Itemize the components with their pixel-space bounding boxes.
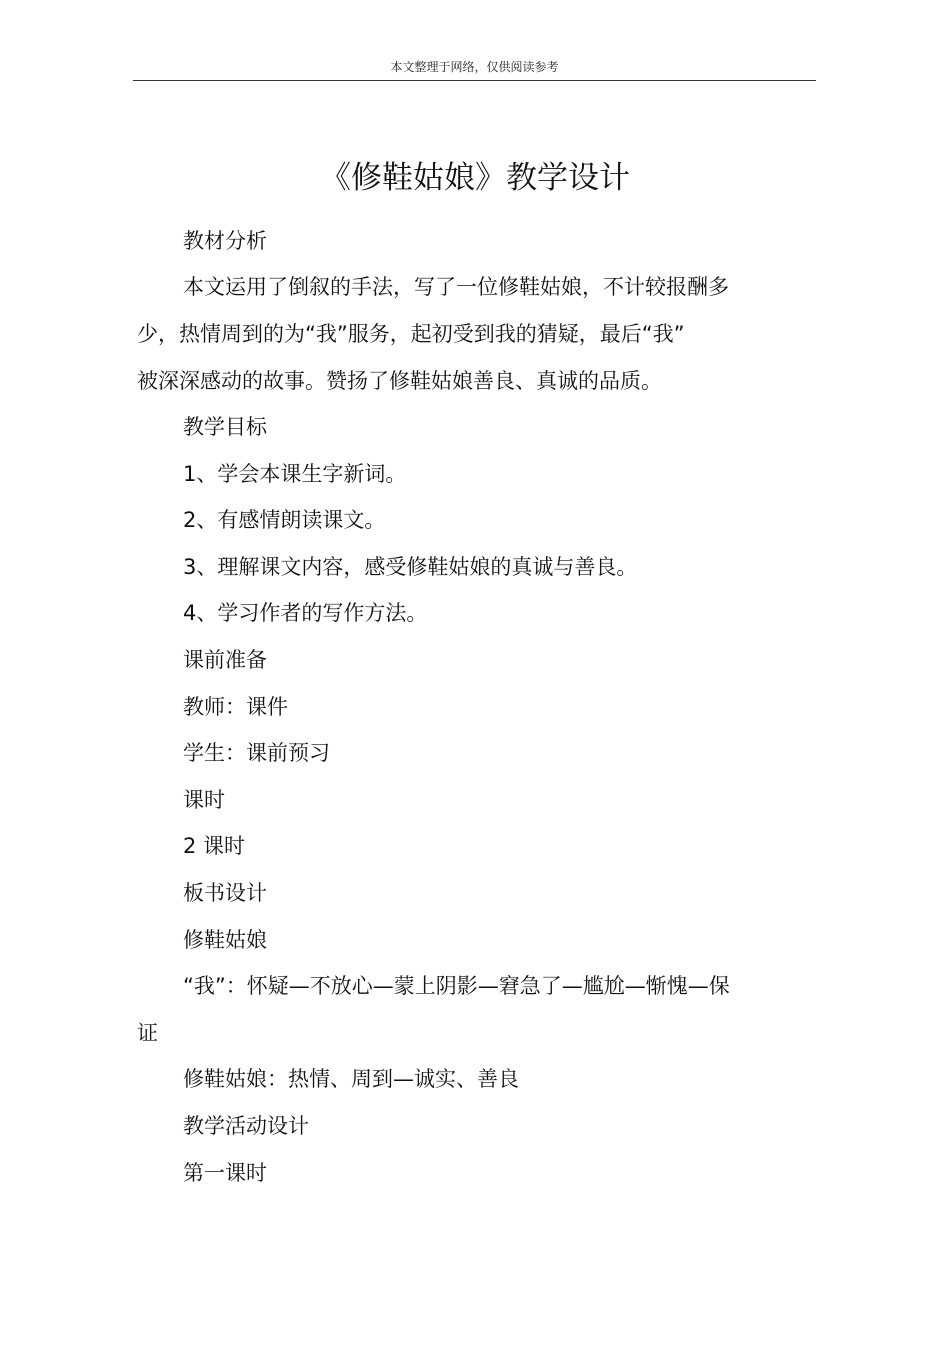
document-title: 《修鞋姑娘》教学设计 — [320, 160, 630, 196]
board-line-me-continued: 证 — [137, 1021, 158, 1045]
goal-item: 4、学习作者的写作方法。 — [183, 601, 428, 625]
paragraph-line: 本文运用了倒叙的手法，写了一位修鞋姑娘，不计较报酬多 — [183, 275, 729, 299]
goal-item: 2、有感情朗读课文。 — [183, 508, 386, 532]
paragraph-line: 被深深感动的故事。赞扬了修鞋姑娘善良、真诚的品质。 — [137, 369, 662, 393]
section-heading-goals: 教学目标 — [183, 415, 267, 439]
section-heading-hours: 课时 — [183, 788, 225, 812]
header-divider — [133, 80, 816, 81]
hours-value: 2 课时 — [183, 834, 246, 858]
prep-teacher: 教师：课件 — [183, 695, 288, 719]
prep-student: 学生：课前预习 — [183, 741, 330, 765]
page-header: 本文整理于网络，仅供阅读参考 — [390, 60, 559, 74]
section-heading-analysis: 教材分析 — [183, 229, 267, 253]
board-line-girl: 修鞋姑娘：热情、周到—诚实、善良 — [183, 1067, 519, 1091]
goal-item: 3、理解课文内容，感受修鞋姑娘的真诚与善良。 — [183, 555, 638, 579]
goal-item: 1、学会本课生字新词。 — [183, 462, 407, 486]
section-heading-activity: 教学活动设计 — [183, 1114, 309, 1138]
board-line-me: “我”：怀疑—不放心—蒙上阴影—窘急了—尴尬—惭愧—保 — [183, 974, 730, 998]
section-heading-board: 板书设计 — [183, 881, 267, 905]
board-title: 修鞋姑娘 — [183, 928, 267, 952]
paragraph-line: 少，热情周到的为“我”服务，起初受到我的猜疑，最后“我” — [137, 322, 685, 346]
section-heading-prep: 课前准备 — [183, 648, 267, 672]
lesson-one-heading: 第一课时 — [183, 1161, 267, 1185]
